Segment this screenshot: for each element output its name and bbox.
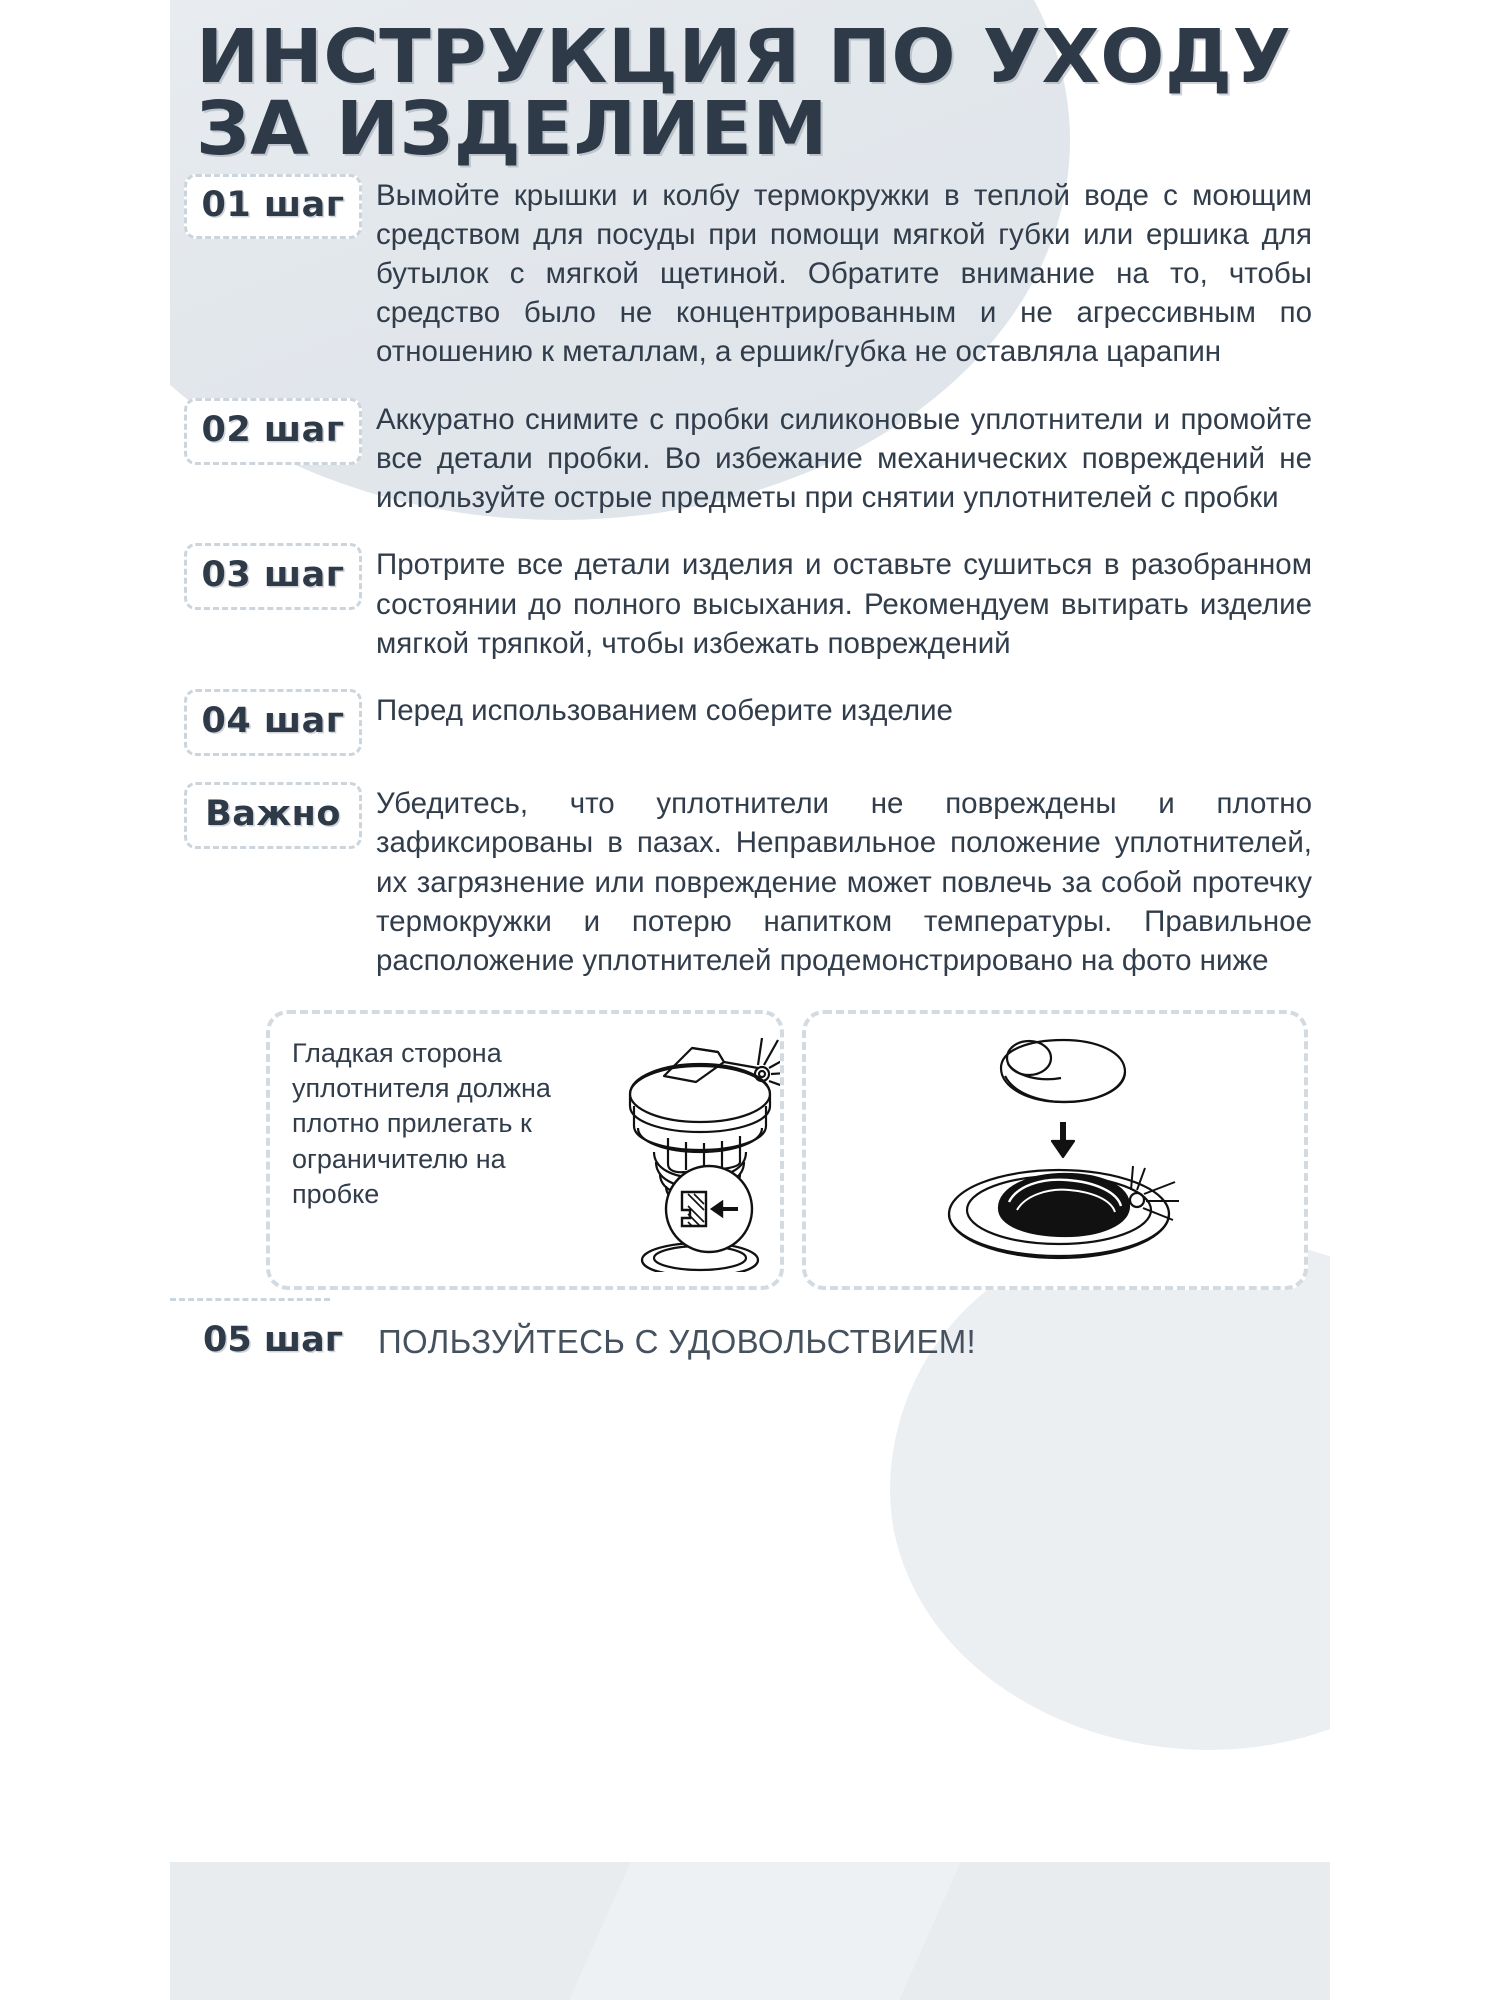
care-instruction-page xyxy=(170,0,1330,2000)
final-step-dash-decoration xyxy=(170,1298,330,1301)
step-item-important xyxy=(184,782,1312,980)
page-title-line-1: ИНСТРУКЦИЯ ПО УХОДУ xyxy=(196,14,1292,100)
step-item-03 xyxy=(184,543,1312,663)
final-step-text: ПОЛЬЗУЙТЕСЬ С УДОВОЛЬСТВИЕМ! xyxy=(378,1322,977,1360)
page-header xyxy=(170,0,1330,172)
steps-list xyxy=(170,166,1330,981)
seal-cross-section-detail-icon xyxy=(654,1154,764,1264)
step-item-01 xyxy=(184,174,1312,372)
step-badge-05: 05 шаг xyxy=(184,1312,362,1371)
illustration-panel-right xyxy=(802,1010,1308,1290)
step-badge-02: 02 шаг xyxy=(184,398,362,465)
page-title-line-2: ЗА ИЗДЕЛИЕМ xyxy=(196,85,829,172)
step-badge-03: 03 шаг xyxy=(184,543,362,610)
step-text-important: Убедитесь, что уплотнители не повреждены и плотно зафиксированы в пазах. Неправильное положение уплотнителей, их загрязнение или повреждение может повлечь за собой протечку термокружки и потерю напитком температуры. Правильное расположение уплотнителей продемонстрировано на фото ниже xyxy=(376,787,1312,978)
decorative-blob-right xyxy=(890,1230,1330,1750)
illustration-panel-left xyxy=(266,1010,784,1290)
step-text-04: Перед использованием соберите изделие xyxy=(376,694,953,728)
step-text-02: Аккуратно снимите с пробки силиконовые уплотнители и промойте все детали пробки. Во избежание механических повреждений не используйте острые предметы при снятии уплотнителей с пробки xyxy=(376,402,1312,515)
thermos-stopper-insert-diagram xyxy=(816,1032,1290,1268)
step-item-04 xyxy=(184,689,1312,756)
step-text-01: Вымойте крышки и колбу термокружки в теплой воде с моющим средством для посуды при помощи мягкой губки или ершика для бутылок с мягкой щетиной. Обратите внимание на то, чтобы средство было не концентрированным и не агрессивным по отношению к металлам, а ершик/губка не оставляла царапин xyxy=(376,178,1312,369)
step-badge-01: 01 шаг xyxy=(184,174,362,239)
step-item-02 xyxy=(184,398,1312,518)
illustration-row xyxy=(170,1006,1330,1290)
step-text-03: Протрите все детали изделия и оставьте сушиться в разобранном состоянии до полного высыхания. Рекомендуем вытирать изделие мягкой тряпкой, чтобы избежать повреждений xyxy=(376,548,1312,660)
illustration-left-caption: Гладкая сторона уплотнителя должна плотно прилегать к ограничителю на пробке xyxy=(292,1038,551,1209)
final-step xyxy=(170,1312,1330,1371)
step-badge-04: 04 шаг xyxy=(184,689,362,756)
step-badge-important: Важно xyxy=(184,782,362,849)
footer-band xyxy=(170,1862,1330,2000)
